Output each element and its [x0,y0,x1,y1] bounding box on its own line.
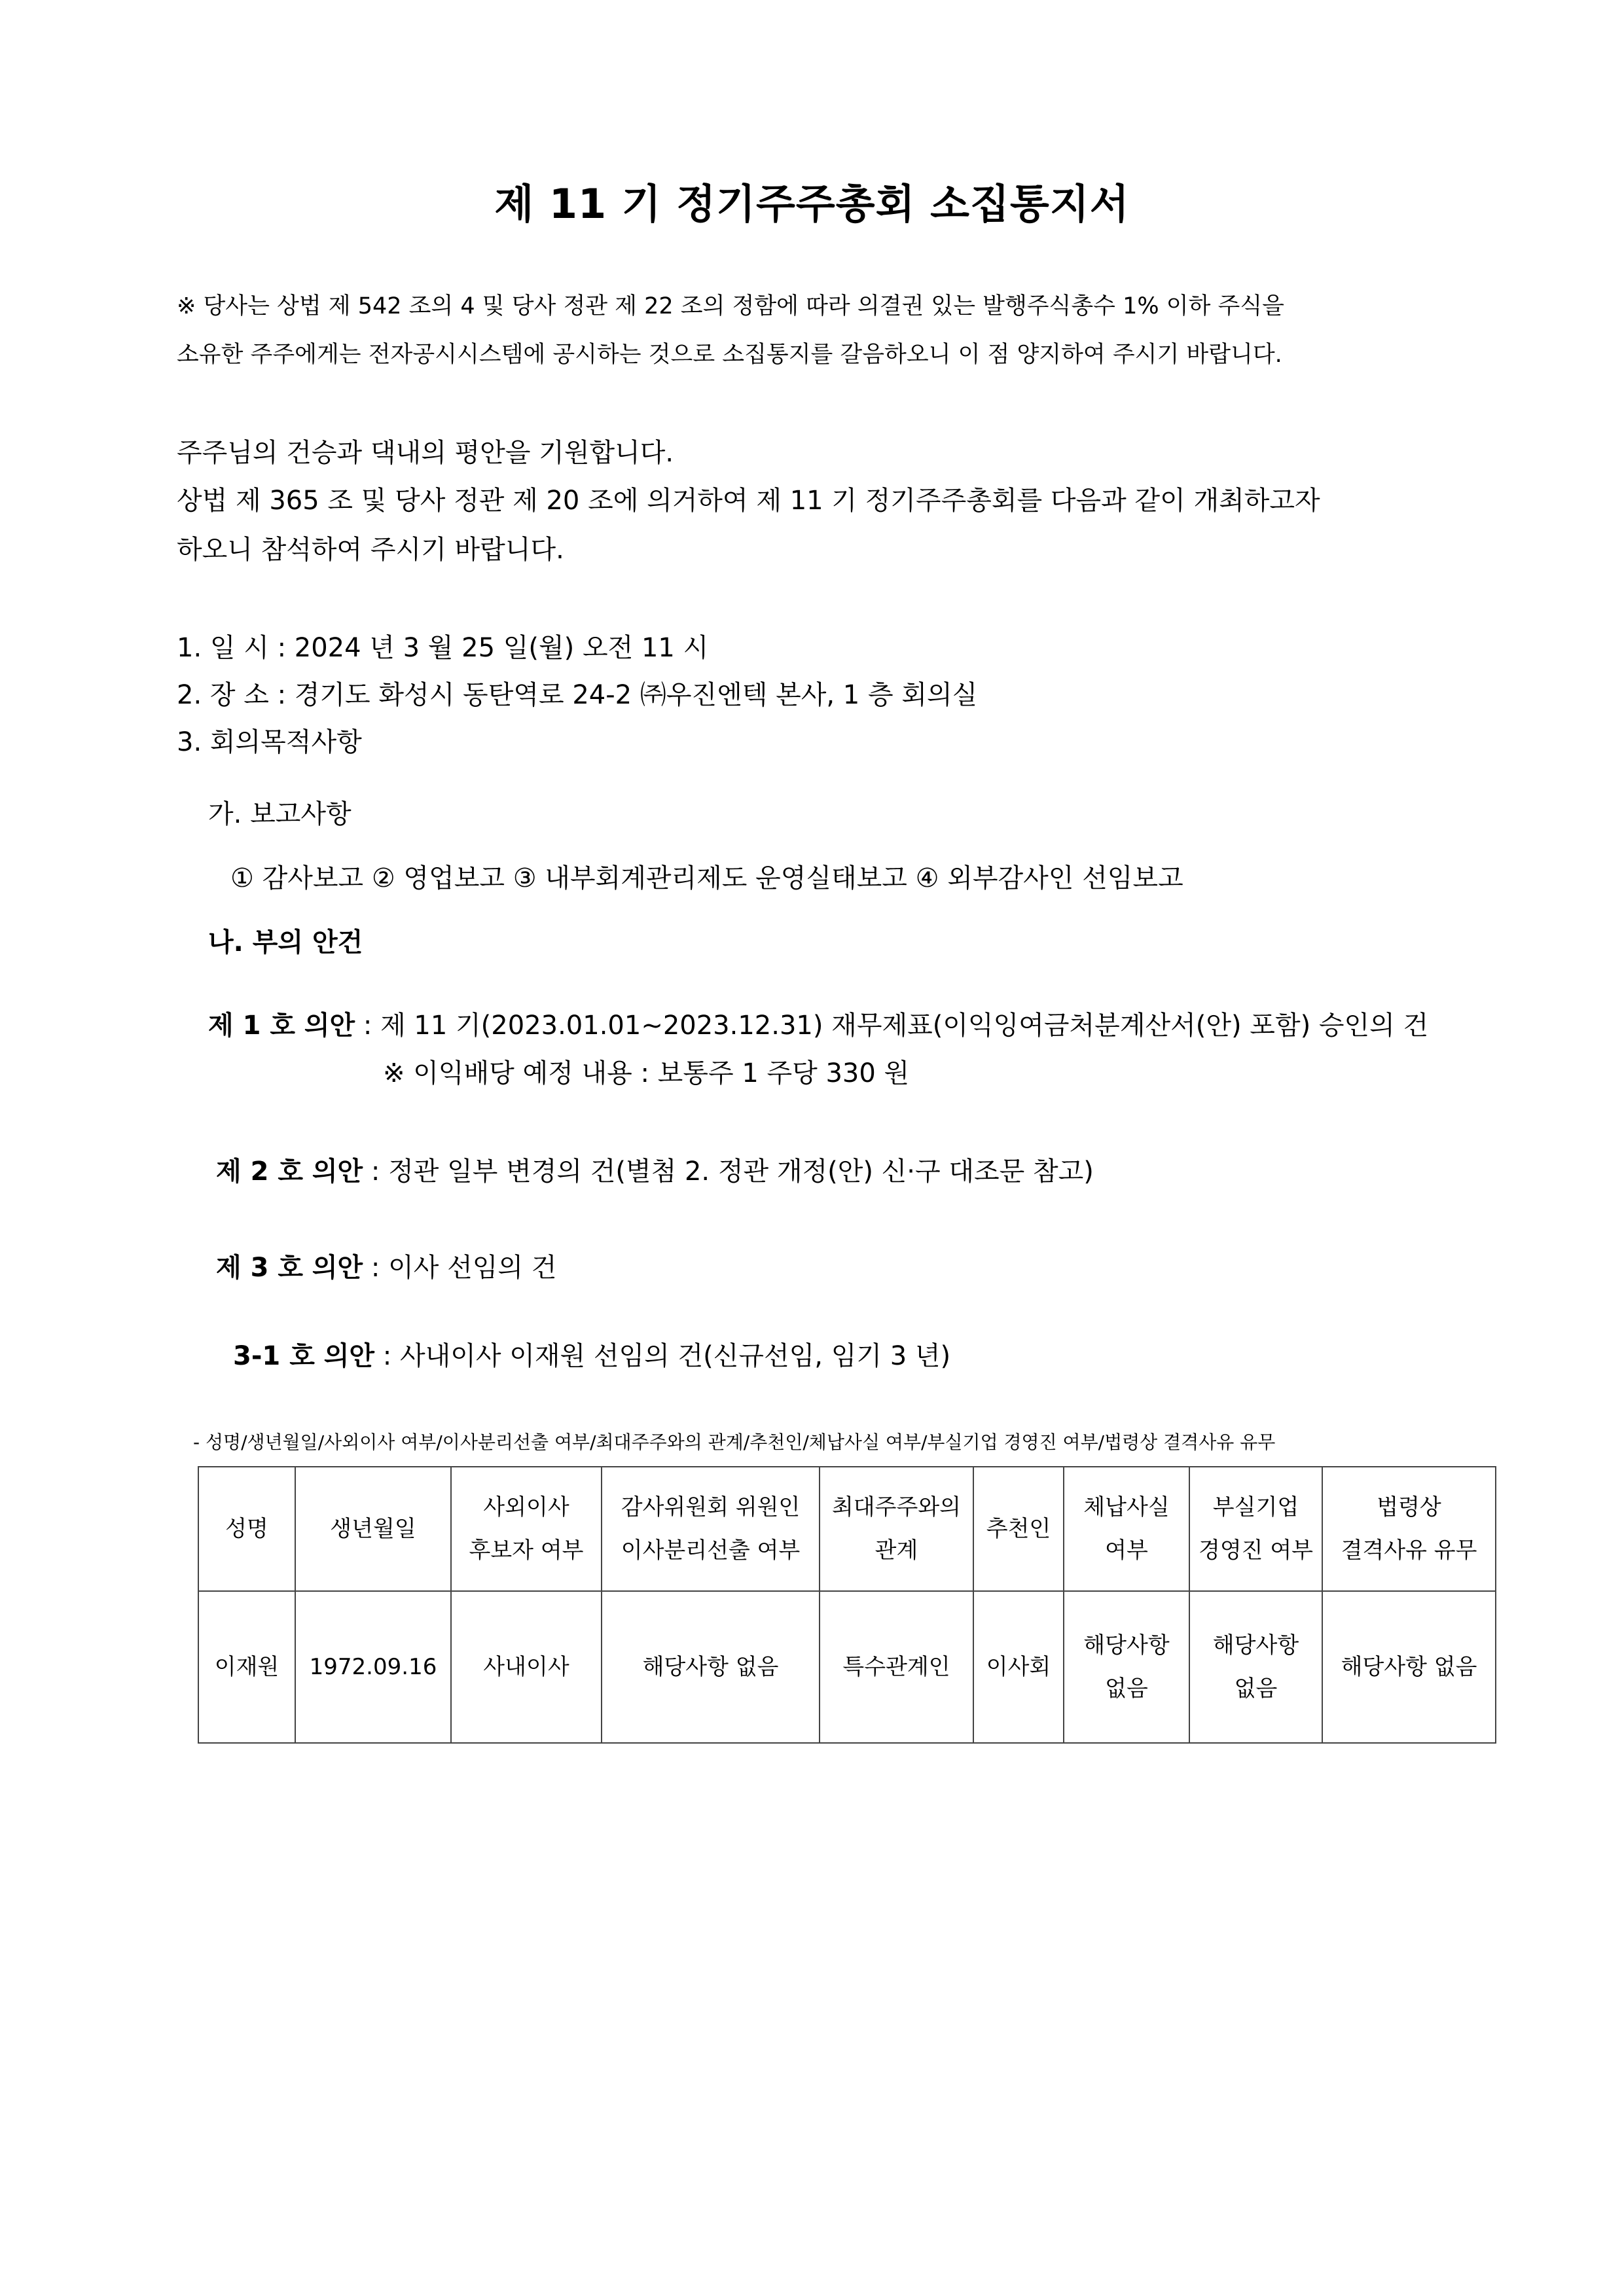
cell-tax-delinquency: 해당사항 없음 [1064,1591,1189,1743]
document-title: 제 11 기 정기주주총회 소집통지서 [494,180,1130,228]
agenda-1-label: 제 1 호 의안 [208,1011,355,1041]
agenda-3-text: : 이사 선임의 건 [363,1253,557,1283]
agenda-3-1 [233,1335,950,1372]
agenda-3-1-label: 3-1 호 의안 [233,1341,375,1371]
agenda-heading: 나. 부의 안건 [208,927,363,958]
agenda-1-note: ※ 이익배당 예정 내용 : 보통주 1 주당 330 원 [383,1058,910,1088]
agenda-3-label: 제 3 호 의안 [216,1253,363,1283]
header-audit-committee: 감사위원회 위원인 이사분리선출 여부 [602,1467,820,1591]
intro-line-2: 하오니 참석하여 주시기 바랍니다. [177,535,564,565]
candidate-table [198,1466,1496,1744]
report-list: ① 감사보고 ② 영업보고 ③ 내부회계관리제도 운영실태보고 ④ 외부감사인 선임보고 [230,863,1183,893]
cell-birthdate: 1972.09.16 [295,1591,451,1743]
cell-disqualification: 해당사항 없음 [1322,1591,1496,1743]
header-disqualification: 법령상 결격사유 유무 [1322,1467,1496,1591]
agenda-1-text: : 제 11 기(2023.01.01~2023.12.31) 재무제표(이익잉여금처분계산서(안) 포함) 승인의 건 [355,1011,1429,1041]
cell-outside-director: 사내이사 [451,1591,602,1743]
table-caption: - 성명/생년월일/사외이사 여부/이사분리선출 여부/최대주주와의 관계/추천인/체납사실 여부/부실기업 경영진 여부/법령상 결격사유 유무 [193,1431,1276,1453]
meeting-date: 1. 일 시 : 2024 년 3 월 25 일(월) 오전 11 시 [177,633,709,663]
table-header-row [198,1467,1496,1591]
header-name: 성명 [198,1467,295,1591]
notice-line-1: ※ 당사는 상법 제 542 조의 4 및 당사 정관 제 22 조의 정함에 따라 의결권 있는 발행주식총수 1% 이하 주식을 [177,293,1284,319]
agenda-2-label: 제 2 호 의안 [216,1157,363,1187]
agenda-3 [216,1247,556,1284]
header-outside-director: 사외이사 후보자 여부 [451,1467,602,1591]
agenda-2 [216,1151,1094,1188]
cell-audit-committee: 해당사항 없음 [602,1591,820,1743]
header-birthdate: 생년월일 [295,1467,451,1591]
header-recommender: 추천인 [973,1467,1064,1591]
header-tax-delinquency: 체납사실 여부 [1064,1467,1189,1591]
cell-insolvent-company: 해당사항 없음 [1189,1591,1322,1743]
meeting-place: 2. 장 소 : 경기도 화성시 동탄역로 24-2 ㈜우진엔텍 본사, 1 층 회의실 [177,680,978,710]
report-heading: 가. 보고사항 [208,799,352,829]
agenda-3-1-text: : 사내이사 이재원 선임의 건(신규선임, 임기 3 년) [374,1341,951,1371]
agenda-1 [208,1005,1428,1042]
header-insolvent-company: 부실기업 경영진 여부 [1189,1467,1322,1591]
notice-line-2: 소유한 주주에게는 전자공시시스템에 공시하는 것으로 소집통지를 갈음하오니 이 점 양지하여 주시기 바랍니다. [177,342,1282,368]
header-relationship: 최대주주와의 관계 [820,1467,973,1591]
table-row [198,1591,1496,1743]
cell-recommender: 이사회 [973,1591,1064,1743]
cell-name: 이재원 [198,1591,295,1743]
cell-relationship: 특수관계인 [820,1591,973,1743]
greeting: 주주님의 건승과 댁내의 평안을 기원합니다. [177,438,674,468]
agenda-2-text: : 정관 일부 변경의 건(별첨 2. 정관 개정(안) 신·구 대조문 참고) [363,1157,1094,1187]
intro-line-1: 상법 제 365 조 및 당사 정관 제 20 조에 의거하여 제 11 기 정기주주총회를 다음과 같이 개최하고자 [177,486,1320,516]
meeting-purpose: 3. 회의목적사항 [177,727,362,757]
